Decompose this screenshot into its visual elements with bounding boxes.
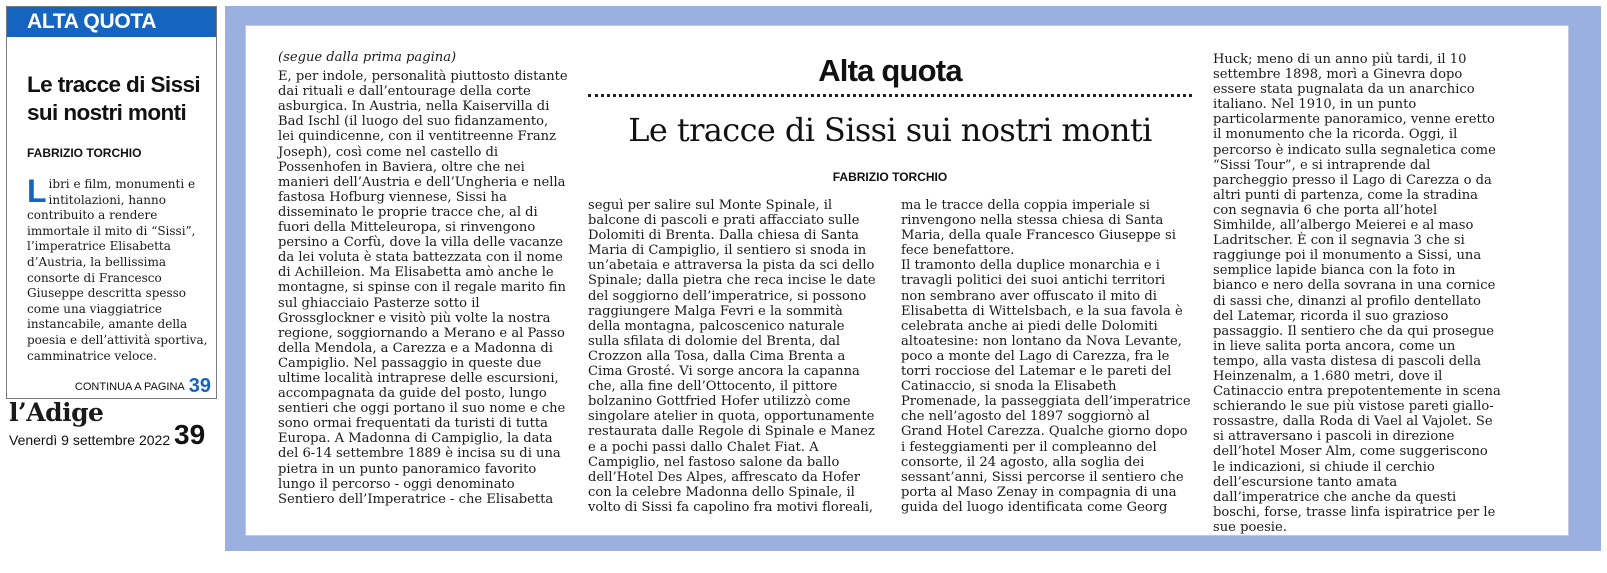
- continue-page-number: 39: [188, 375, 211, 397]
- continue-label: CONTINUA A PAGINA: [74, 381, 185, 393]
- drop-cap: L: [27, 173, 47, 209]
- newspaper-logo: l’Adige: [9, 398, 104, 427]
- issue-date: Venerdì 9 settembre 2022: [9, 432, 171, 448]
- article-paragraph: ma le tracce della coppia imperiale si rinvengono nella stessa chiesa di Santa Maria, della quale Francesco Giuseppe si fece benefattore.: [901, 198, 1176, 259]
- teaser-title[interactable]: Le tracce di Sissi sui nostri monti: [27, 72, 201, 125]
- article-paragraph: E, per indole, personalità piuttosto distante dai rituali e dall’entourage della corte asburgica. In Austria, nella Kaiservilla di Bad Ischl (il luogo del suo fidanzamento, lei quindicenne, con il ventitreenne Franz Joseph), così come nel castello di Possenhofen in Baviera, oltre che nei manieri dell’Austria e dell’Ungheria e nella fastosa Hofburg viennese, Sissi ha disseminato le proprie tracce che, al di fuori della Mitteleuropa, si rinvengono persino a Corfù, dove la villa delle vacanze da lei voluta è stata battezzata con il nome di Achilleion. Ma Elisabetta amò anche le montagne, si spinse con il regale marito fin sul ghiacciaio Pasterze sotto il Grossglockner e visitò più volte la nostra regione, soggiornando a Merano e al Passo della Mendola, a Carezza e a Madonna di Campiglio. Nel passaggio in queste due ultime località intraprese delle escursioni, accompagnata da guide del posto, lungo sentieri che oggi portano il suo nome e che sono ormai frequentati da turisti di tutta Europa. A Madonna di Campiglio, la data del 6-14 settembre 1889 è incisa su di una pietra in un punto panoramico favorito lungo il percorso - oggi denominato Sentiero dell’Imperatrice - che Elisabetta: [278, 69, 568, 507]
- teaser-body: [27, 173, 215, 364]
- article-page: [245, 25, 1569, 536]
- article-byline: FABRIZIO TORCHIO: [832, 170, 948, 184]
- continued-from-note: (segue dalla prima pagina): [278, 50, 457, 65]
- article-headline: Le tracce di Sissi sui nostri monti: [628, 111, 1152, 149]
- article-column-1: [278, 50, 568, 507]
- article-paragraph: seguì per salire sul Monte Spinale, il balcone di pascoli e prati affacciato sulle Dolomiti di Brenta. Dalla chiesa di Santa Maria di Campiglio, il sentiero si snoda in un’abetaia e attraversa la pista da sci dello Spinale; dalla pietra che reca incise le date del soggiorno dell’imperatrice, si possono raggiungere Malga Fevri e la sommità della montagna, palcoscenico naturale sulla sfilata di dolomie del Brenta, dal Crozzon alla Tosa, dalla Cima Brenta a Cima Grosté. Vi sorge ancora la capanna che, alla fine dell’Ottocento, il pittore bolzanino Gottfried Hofer utilizzò come singolare atelier in quota, opportunamente restaurata dalle Regole di Spinale e Manez e a pochi passi dallo Chalet Fiat. A Campiglio, nel fastoso salone da ballo dell’Hotel Des Alpes, affrescato da Hofer con la celebre Madonna dello Spinale, il volto di Sissi fa capolino fra motivi floreali,: [588, 198, 876, 515]
- teaser-section-label: ALTA QUOTA: [7, 7, 216, 37]
- teaser-author: FABRIZIO TORCHIO: [27, 146, 142, 160]
- teaser-box[interactable]: [6, 6, 217, 399]
- continue-link[interactable]: [75, 375, 211, 398]
- teaser-body-text: ibri e film, monumenti e intitolazioni, hanno contribuito a rendere immortale il mito di “Sissi”, l’imperatrice Elisabetta d’Austria, la bellissima consorte di Francesco Giuseppe descritta spesso come una viaggiatrice instancabile, amante della poesia e dell’attività sportiva, camminatrice veloce.: [27, 177, 208, 363]
- page-number: 39: [174, 419, 206, 450]
- article-column-2: [588, 198, 878, 515]
- section-kicker: Alta quota: [818, 53, 962, 88]
- article-frame: [225, 6, 1601, 551]
- article-column-3: [901, 198, 1191, 515]
- dotted-divider: [588, 94, 1192, 97]
- article-paragraph: Huck; meno di un anno più tardi, il 10 settembre 1898, morì a Ginevra dopo essere stata pugnalata da un anarchico italiano. Nel 1910, in un punto particolarmente panoramico, venne eretto il monumento che la ricorda. Oggi, il percorso è indicato sulla segnaletica come “Sissi Tour”, e si intraprende dal parcheggio presso il Lago di Carezza o da altri punti di partenza, come la stradina con segnavia 6 che porta all’hotel Simhilde, all’albergo Meierei e al maso Ladritscher. È con il segnavia 3 che si raggiunge poi il monumento a Sissi, una semplice lapide bianca con la foto in bianco e nero della sovrana in una cornice di sassi che, dinanzi al profilo dentellato del Latemar, ricorda il suo grazioso passaggio. Il sentiero che da qui prosegue in lieve salita porta ancora, come un tempo, alla vasta distesa di pascoli della Heinzenalm, a 1.680 metri, dove il Catinaccio entra prepotentemente in scena schierando le sue più vistose pareti giallo-rossastre, dalla Roda di Vael al Vajolet. Se si attraversano i pascoli in direzione dell’hotel Moser Alm, come suggeriscono le indicazioni, si chiude il cerchio dell’escursione tanto amata dall’imperatrice che anche da questi boschi, forse, trasse linfa ispiratrice per le sue poesie.: [1213, 52, 1501, 535]
- article-paragraph: Il tramonto della duplice monarchia e i travagli politici dei suoi antichi territori non sembrano aver offuscato il mito di Elisabetta di Wittelsbach, e la sua favola è celebrata anche ai piedi delle Dolomiti altoatesine: non lontano da Nova Levante, poco a monte del Lago di Carezza, fra le torri rocciose del Latemar e le pareti del Catinaccio, si snoda la Elisabeth Promenade, la passeggiata dell’imperatrice che nell’agosto del 1897 soggiornò al Grand Hotel Carezza. Qualche giorno dopo i festeggiamenti per il compleanno del consorte, il 24 agosto, alla soglia dei sessant’anni, Sissi percorse il sentiero che porta al Maso Zenay in compagnia di una guida del luogo identificata come Georg: [901, 258, 1191, 515]
- article-column-4: [1213, 52, 1503, 535]
